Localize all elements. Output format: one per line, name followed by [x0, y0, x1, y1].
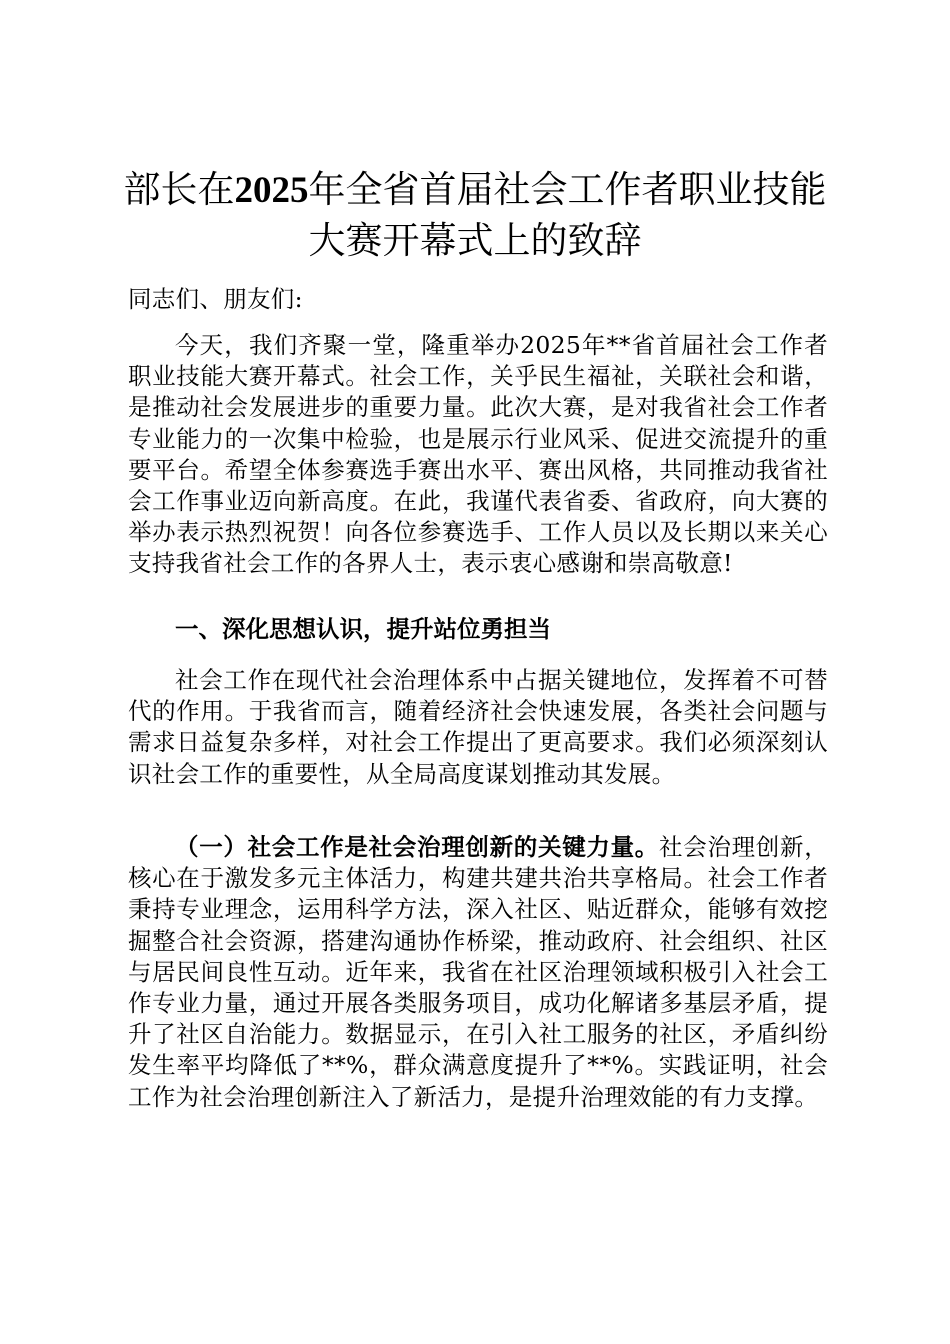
document-title — [100, 165, 850, 266]
title-prefix: 部长在 — [123, 168, 235, 211]
section-heading-1: 一、深化思想认识，提升站位勇担当 — [175, 615, 551, 643]
subsection-body: 社会治理创新，核心在于激发多元主体活力，构建共建共治共享格局。社会工作者秉持专业理念，运用科学方法，深入社区、贴近群众，能够有效挖掘整合社会资源，搭建沟通协作桥梁，推动政府、社会组织、社区与居民间良性互动。近年来，我省在社区治理领域积极引入社会工作专业力量，通过开展各类服务项目，成功化解诸多基层矛盾，提升了社区自治能力。数据显示，在引入社工服务的社区，矛盾纠纷发生率平均降低了**%，群众满意度提升了**%。实践证明，社会工作为社会治理创新注入了新活力，是提升治理效能的有力支撑。 — [128, 833, 828, 1111]
paragraph-section-1: 社会工作在现代社会治理体系中占据关键地位，发挥着不可替代的作用。于我省而言，随着经济社会快速发展，各类社会问题与需求日益复杂多样，对社会工作提出了更高要求。我们必须深刻认识社会工作的重要性，从全局高度谋划推动其发展。 — [128, 666, 828, 788]
title-year: 2025 — [234, 170, 309, 211]
paragraph-opening: 今天，我们齐聚一堂，隆重举办2025年**省首届社会工作者职业技能大赛开幕式。社会工作，关乎民生福祉，关联社会和谐，是推动社会发展进步的重要力量。此次大赛，是对我省社会工作者专业能力的一次集中检验，也是展示行业风采、促进交流提升的重要平台。希望全体参赛选手赛出水平、赛出风格，共同推动我省社会工作事业迈向新高度。在此，我谨代表省委、省政府，向大赛的举办表示热烈祝贺！向各位参赛选手、工作人员以及长期以来关心支持我省社会工作的各界人士，表示衷心感谢和崇高敬意! — [128, 331, 828, 578]
title-rest: 年全省首届社会工作者职业技能 — [308, 168, 827, 211]
salutation: 同志们、朋友们: — [128, 285, 303, 313]
title-line-1 — [100, 165, 850, 216]
paragraph-subsection-1 — [128, 832, 828, 1113]
subsection-lead: （一）社会工作是社会治理创新的关键力量。 — [175, 833, 659, 861]
title-line-2: 大赛开幕式上的致辞 — [308, 219, 642, 262]
